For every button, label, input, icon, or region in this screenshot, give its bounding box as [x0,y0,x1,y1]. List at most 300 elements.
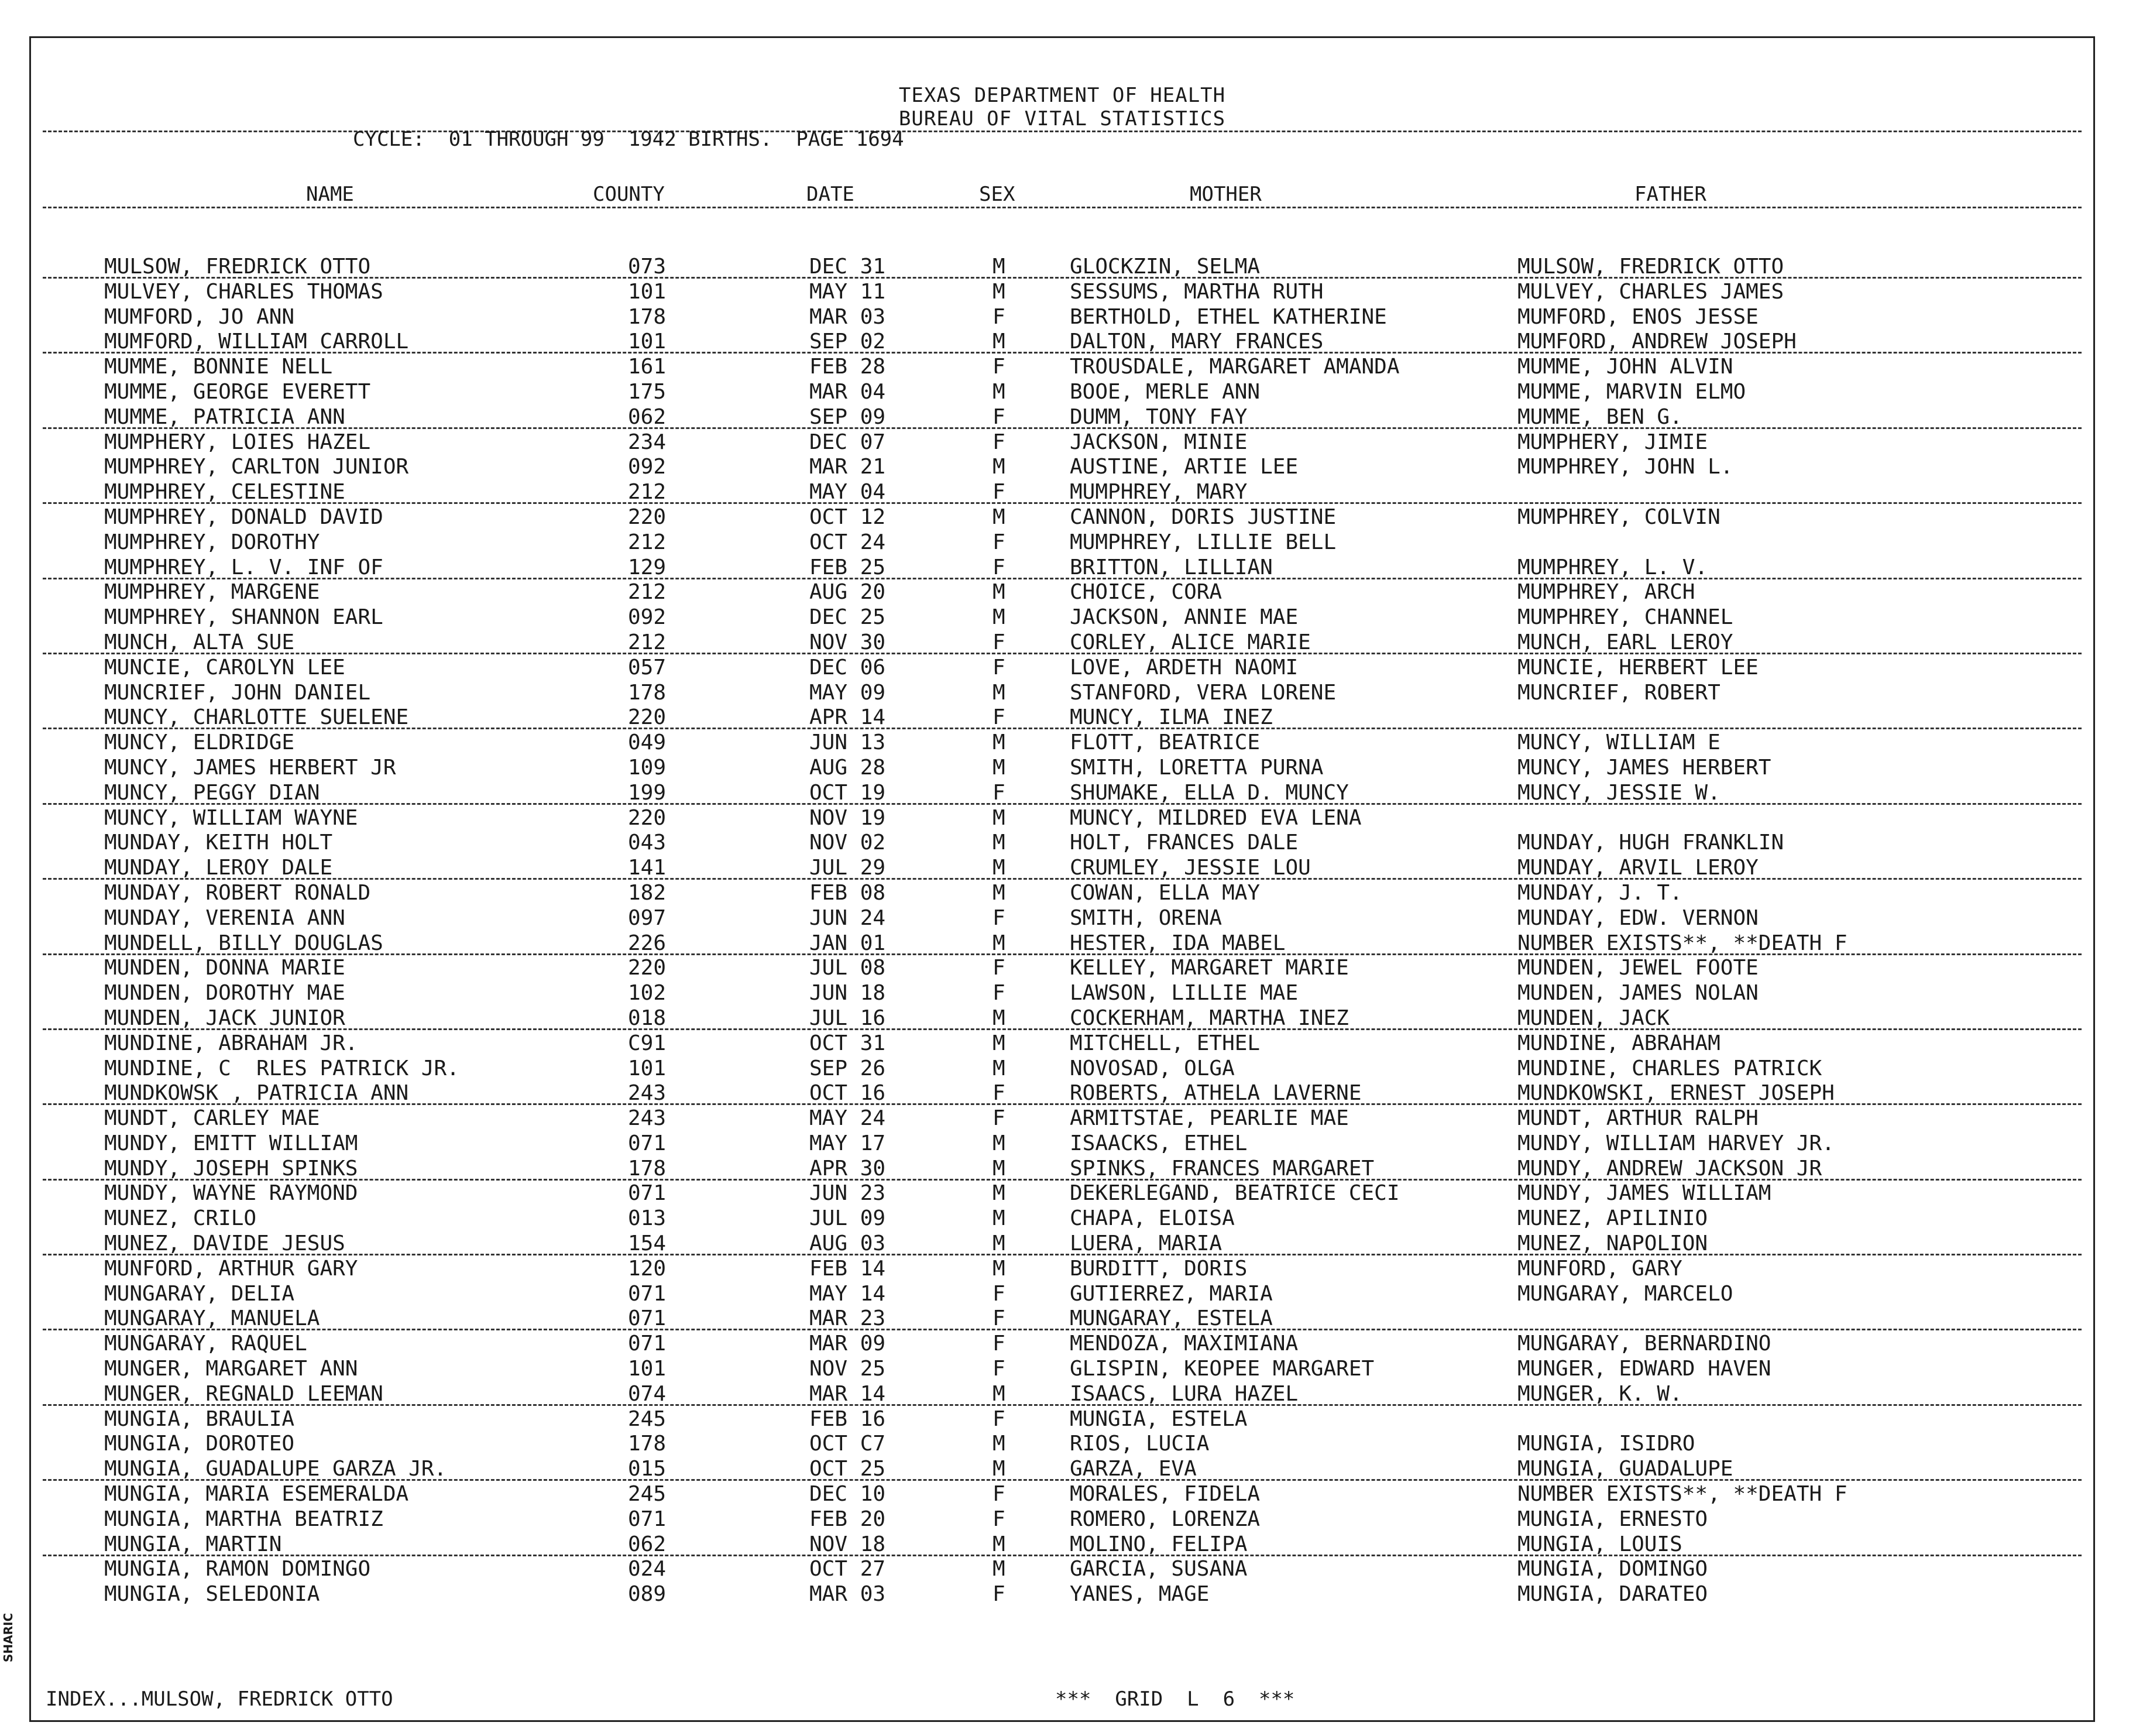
record-county: 071 [628,1332,667,1356]
record-father: MUNDY, WILLIAM HARVEY JR. [1517,1131,1835,1155]
record-name: MUNFORD, ARTHUR GARY [104,1256,358,1281]
record-row [31,480,2093,505]
record-name: MUNCRIEF, JOHN DANIEL [104,680,371,705]
record-date: JUL 09 [809,1206,886,1231]
record-name: MUNCY, ELDRIDGE [104,730,295,755]
record-date: JUL 16 [809,1006,886,1030]
record-date: MAR 09 [809,1332,886,1356]
record-date: NOV 02 [809,831,886,855]
record-sex: M [993,605,1005,630]
record-father: NUMBER EXISTS**, **DEATH F [1517,1482,1847,1507]
record-mother: MOLINO, FELIPA [1070,1532,1248,1556]
record-name: MUMME, PATRICIA ANN [104,404,345,429]
record-row [31,781,2093,806]
record-sex: M [993,931,1005,955]
record-father: MUNDINE, ABRAHAM [1517,1031,1721,1055]
record-father: MUNDAY, EDW. VERNON [1517,905,1759,930]
record-mother: LAWSON, LILLIE MAE [1070,981,1299,1006]
record-row [31,380,2093,405]
record-row [31,1332,2093,1357]
record-mother: KELLEY, MARGARET MARIE [1070,956,1349,980]
record-county: 175 [628,379,667,404]
record-mother: TROUSDALE, MARGARET AMANDA [1070,355,1400,379]
record-row [31,1056,2093,1082]
record-county: 154 [628,1231,667,1256]
record-father: MUMME, JOHN ALVIN [1517,355,1733,379]
record-father: MUNDKOWSKI, ERNEST JOSEPH [1517,1081,1835,1106]
record-date: MAR 03 [809,304,886,329]
record-sex: F [993,1582,1005,1607]
record-mother: SMITH, ORENA [1070,905,1222,930]
record-name: MUNGER, MARGARET ANN [104,1357,358,1381]
record-mother: MUNCY, ILMA INEZ [1070,705,1273,730]
record-name: MUNGARAY, RAQUEL [104,1332,307,1356]
record-sex: M [993,805,1005,830]
record-mother: CORLEY, ALICE MARIE [1070,630,1311,654]
record-name: MUNGIA, RAMON DOMINGO [104,1557,371,1581]
record-date: JAN 01 [809,931,886,955]
record-row [31,1257,2093,1282]
record-name: MUNEZ, CRILO [104,1206,257,1231]
record-father: MUNGARAY, MARCELO [1517,1281,1733,1306]
record-sex: F [993,905,1005,930]
record-father: MUNDEN, JAMES NOLAN [1517,981,1759,1006]
record-mother: GUTIERREZ, MARIA [1070,1281,1273,1306]
record-date: SEP 02 [809,330,886,354]
record-row [31,505,2093,530]
record-name: MUMPHREY, DONALD DAVID [104,505,383,529]
record-mother: ROMERO, LORENZA [1070,1507,1261,1531]
record-county: 071 [628,1131,667,1155]
record-row [31,1282,2093,1307]
record-date: OCT 24 [809,530,886,554]
record-mother: BOOE, MERLE ANN [1070,379,1261,404]
record-date: DEC 10 [809,1482,886,1507]
record-father: MUNGER, EDWARD HAVEN [1517,1357,1771,1381]
record-date: MAR 04 [809,379,886,404]
record-mother: MUMPHREY, MARY [1070,480,1248,505]
record-date: MAR 14 [809,1381,886,1406]
record-sex: M [993,1056,1005,1080]
record-father: MUNGIA, ERNESTO [1517,1507,1708,1531]
record-county: 043 [628,831,667,855]
record-father: MUNDINE, CHARLES PATRICK [1517,1056,1822,1080]
record-mother: DUMM, TONY FAY [1070,404,1248,429]
record-sex: F [993,1081,1005,1106]
record-row [31,605,2093,630]
record-name: MUMME, BONNIE NELL [104,355,333,379]
record-mother: ROBERTS, ATHELA LAVERNE [1070,1081,1362,1106]
record-name: MUMPHREY, CELESTINE [104,480,345,505]
record-name: MUMPHREY, SHANNON EARL [104,605,383,630]
record-date: OCT 27 [809,1557,886,1581]
record-date: OCT C7 [809,1432,886,1456]
record-father: MULVEY, CHARLES JAMES [1517,279,1784,304]
record-name: MUNGER, REGNALD LEEMAN [104,1381,383,1406]
record-mother: CANNON, DORIS JUSTINE [1070,505,1337,529]
record-mother: LOVE, ARDETH NAOMI [1070,655,1299,680]
record-row [31,1081,2093,1106]
record-date: APR 14 [809,705,886,730]
record-row [31,1306,2093,1332]
record-date: MAR 21 [809,455,886,479]
header-bureau: BUREAU OF VITAL STATISTICS [898,107,1226,131]
record-date: FEB 25 [809,555,886,579]
record-father: MUNCH, EARL LEROY [1517,630,1733,654]
record-date: JUN 24 [809,905,886,930]
record-county: 015 [628,1457,667,1481]
record-mother: COCKERHAM, MARTHA INEZ [1070,1006,1349,1030]
record-date: NOV 25 [809,1357,886,1381]
record-sex: M [993,1131,1005,1155]
record-county: 089 [628,1582,667,1607]
record-date: SEP 26 [809,1056,886,1080]
record-date: NOV 19 [809,805,886,830]
record-name: MUNDAY, KEITH HOLT [104,831,333,855]
record-father: MUNGARAY, BERNARDINO [1517,1332,1771,1356]
record-county: 092 [628,455,667,479]
record-row [31,681,2093,706]
record-sex: F [993,1306,1005,1331]
header-department: TEXAS DEPARTMENT OF HEALTH [898,84,1226,107]
record-date: DEC 31 [809,255,886,279]
record-sex: F [993,304,1005,329]
record-row [31,255,2093,280]
record-county: C91 [628,1031,667,1055]
record-name: MUMPHREY, DOROTHY [104,530,320,554]
record-date: AUG 03 [809,1231,886,1256]
record-mother: BERTHOLD, ETHEL KATHERINE [1070,304,1387,329]
record-county: 101 [628,1357,667,1381]
record-row [31,1582,2093,1607]
record-name: MUNDKOWSK , PATRICIA ANN [104,1081,409,1106]
record-mother: GARCIA, SUSANA [1070,1557,1248,1581]
record-father: MUNGIA, LOUIS [1517,1532,1682,1556]
record-row [31,1157,2093,1182]
record-county: 109 [628,755,667,780]
record-father: MUNFORD, GARY [1517,1256,1682,1281]
record-county: 234 [628,430,667,454]
record-mother: MENDOZA, MAXIMIANA [1070,1332,1299,1356]
record-county: 074 [628,1381,667,1406]
record-mother: CRUMLEY, JESSIE LOU [1070,856,1311,880]
record-mother: ARMITSTAE, PEARLIE MAE [1070,1106,1349,1131]
record-date: OCT 31 [809,1031,886,1055]
record-row [31,831,2093,856]
record-date: FEB 28 [809,355,886,379]
record-county: 101 [628,1056,667,1080]
record-row [31,1457,2093,1482]
record-name: MUNDINE, ABRAHAM JR. [104,1031,358,1055]
record-row [31,1031,2093,1056]
record-county: 178 [628,1156,667,1181]
record-father: MUNDAY, HUGH FRANKLIN [1517,831,1784,855]
record-row [31,330,2093,355]
record-date: FEB 20 [809,1507,886,1531]
record-sex: M [993,1231,1005,1256]
record-county: 226 [628,931,667,955]
record-county: 018 [628,1006,667,1030]
record-name: MUNGIA, MARTHA BEATRIZ [104,1507,383,1531]
record-date: FEB 16 [809,1406,886,1431]
record-sex: M [993,1256,1005,1281]
record-name: MUNDEN, JACK JUNIOR [104,1006,345,1030]
record-mother: CHAPA, ELOISA [1070,1206,1235,1231]
record-mother: JACKSON, ANNIE MAE [1070,605,1299,630]
record-county: 245 [628,1406,667,1431]
record-name: MUMPHREY, MARGENE [104,580,320,605]
record-county: 212 [628,530,667,554]
record-date: DEC 25 [809,605,886,630]
record-date: JUN 18 [809,981,886,1006]
record-county: 120 [628,1256,667,1281]
record-date: MAR 23 [809,1306,886,1331]
record-sex: M [993,1557,1005,1581]
record-sex: F [993,1357,1005,1381]
record-name: MUNDAY, LEROY DALE [104,856,333,880]
cycle-line: CYCLE: 01 THROUGH 99 1942 BIRTHS. PAGE 1694 [353,128,904,151]
record-father: MUMME, MARVIN ELMO [1517,379,1746,404]
record-date: AUG 28 [809,755,886,780]
record-name: MUNGIA, BRAULIA [104,1406,295,1431]
record-county: 062 [628,404,667,429]
record-row [31,881,2093,906]
record-date: OCT 12 [809,505,886,529]
record-row [31,1432,2093,1457]
record-name: MUNGIA, GUADALUPE GARZA JR. [104,1457,447,1481]
record-date: MAY 24 [809,1106,886,1131]
record-sex: F [993,1106,1005,1131]
record-sex: F [993,404,1005,429]
record-mother: MUNGARAY, ESTELA [1070,1306,1273,1331]
record-sex: M [993,255,1005,279]
record-date: JUL 08 [809,956,886,980]
record-mother: GLISPIN, KEOPEE MARGARET [1070,1357,1375,1381]
record-sex: F [993,355,1005,379]
record-mother: LUERA, MARIA [1070,1231,1222,1256]
record-county: 141 [628,856,667,880]
record-row [31,405,2093,430]
record-name: MUNGIA, MARIA ESEMERALDA [104,1482,409,1507]
record-name: MUMPHREY, L. V. INF OF [104,555,383,579]
record-sex: F [993,981,1005,1006]
record-father: MUNGIA, DARATEO [1517,1582,1708,1607]
record-name: MUNDELL, BILLY DOUGLAS [104,931,383,955]
record-name: MUNEZ, DAVIDE JESUS [104,1231,345,1256]
record-county: 243 [628,1081,667,1106]
record-father: MUNGIA, DOMINGO [1517,1557,1708,1581]
document-frame [29,36,2095,1722]
record-county: 024 [628,1557,667,1581]
record-sex: F [993,1281,1005,1306]
record-father: MUNCRIEF, ROBERT [1517,680,1721,705]
record-mother: MUMPHREY, LILLIE BELL [1070,530,1337,554]
record-row [31,806,2093,831]
record-county: 220 [628,705,667,730]
record-mother: BURDITT, DORIS [1070,1256,1248,1281]
record-name: MUMFORD, JO ANN [104,304,295,329]
record-row [31,730,2093,756]
record-row [31,1382,2093,1407]
record-sex: M [993,1031,1005,1055]
record-sex: F [993,655,1005,680]
record-father: NUMBER EXISTS**, **DEATH F [1517,931,1847,955]
record-mother: FLOTT, BEATRICE [1070,730,1261,755]
record-name: MUNCY, CHARLOTTE SUELENE [104,705,409,730]
record-county: 062 [628,1532,667,1556]
column-header-date: DATE [806,183,854,206]
record-date: JUN 23 [809,1181,886,1206]
record-sex: F [993,430,1005,454]
record-county: 212 [628,580,667,605]
record-father: MUNCIE, HERBERT LEE [1517,655,1759,680]
record-date: OCT 19 [809,780,886,805]
record-county: 013 [628,1206,667,1231]
record-mother: SPINKS, FRANCES MARGARET [1070,1156,1375,1181]
record-county: 049 [628,730,667,755]
record-row [31,856,2093,881]
record-sex: M [993,379,1005,404]
record-row [31,1231,2093,1257]
record-county: 071 [628,1306,667,1331]
record-row [31,430,2093,455]
record-mother: DALTON, MARY FRANCES [1070,330,1324,354]
record-name: MUNDY, WAYNE RAYMOND [104,1181,358,1206]
record-row [31,906,2093,931]
record-county: 102 [628,981,667,1006]
record-father: MUNEZ, APILINIO [1517,1206,1708,1231]
record-mother: GLOCKZIN, SELMA [1070,255,1261,279]
record-county: 092 [628,605,667,630]
record-name: MUNDAY, VERENIA ANN [104,905,345,930]
record-father: MUNDY, ANDREW JACKSON JR [1517,1156,1822,1181]
record-row [31,630,2093,656]
record-county: 129 [628,555,667,579]
record-mother: AUSTINE, ARTIE LEE [1070,455,1299,479]
record-mother: RIOS, LUCIA [1070,1432,1210,1456]
record-date: MAY 11 [809,279,886,304]
record-father: MUMME, BEN G. [1517,404,1682,429]
record-father: MUMPHREY, JOHN L. [1517,455,1733,479]
record-name: MUNGARAY, MANUELA [104,1306,320,1331]
record-county: 071 [628,1507,667,1531]
record-sex: M [993,1532,1005,1556]
record-row [31,355,2093,380]
record-name: MUNDINE, C RLES PATRICK JR. [104,1056,459,1080]
record-date: MAR 03 [809,1582,886,1607]
column-header-name: NAME [306,183,354,206]
record-sex: M [993,880,1005,905]
record-mother: MORALES, FIDELA [1070,1482,1261,1507]
record-row [31,1006,2093,1031]
record-row [31,756,2093,781]
record-county: 243 [628,1106,667,1131]
record-sex: M [993,580,1005,605]
record-name: MUNGIA, DOROTEO [104,1432,295,1456]
record-county: 161 [628,355,667,379]
record-row [31,530,2093,555]
record-county: 178 [628,1432,667,1456]
record-row [31,1131,2093,1157]
record-sex: M [993,1432,1005,1456]
record-date: NOV 18 [809,1532,886,1556]
record-father: MUMPHREY, ARCH [1517,580,1695,605]
header-rule [43,131,2082,132]
column-header-father: FATHER [1634,183,1706,206]
column-header-rule [43,207,2082,208]
record-row [31,1407,2093,1432]
record-father: MUNDY, JAMES WILLIAM [1517,1181,1771,1206]
record-father: MUNDAY, J. T. [1517,880,1682,905]
record-row [31,305,2093,330]
record-row [31,1482,2093,1507]
record-sex: M [993,455,1005,479]
record-name: MUMFORD, WILLIAM CARROLL [104,330,409,354]
record-sex: F [993,480,1005,505]
record-father: MUMFORD, ENOS JESSE [1517,304,1759,329]
record-sex: F [993,1482,1005,1507]
record-father: MUMPHREY, COLVIN [1517,505,1721,529]
record-sex: M [993,505,1005,529]
record-mother: ISAACKS, ETHEL [1070,1131,1248,1155]
record-name: MUNGARAY, DELIA [104,1281,295,1306]
record-row [31,705,2093,730]
record-name: MUNCY, PEGGY DIAN [104,780,320,805]
records-list [31,255,2093,1607]
record-county: 220 [628,956,667,980]
record-sex: M [993,1457,1005,1481]
column-header-mother: MOTHER [1190,183,1262,206]
record-sex: M [993,279,1005,304]
record-date: NOV 30 [809,630,886,654]
record-row [31,555,2093,581]
record-name: MUNGIA, SELEDONIA [104,1582,320,1607]
record-father: MUMPHREY, L. V. [1517,555,1708,579]
record-sex: M [993,730,1005,755]
record-row [31,580,2093,605]
record-sex: F [993,1507,1005,1531]
record-date: FEB 14 [809,1256,886,1281]
record-row [31,280,2093,305]
record-row [31,1557,2093,1582]
record-row [31,981,2093,1006]
record-row [31,931,2093,956]
record-mother: ISAACS, LURA HAZEL [1070,1381,1299,1406]
record-county: 097 [628,905,667,930]
record-date: APR 30 [809,1156,886,1181]
record-date: MAY 14 [809,1281,886,1306]
record-row [31,656,2093,681]
record-mother: HESTER, IDA MABEL [1070,931,1286,955]
record-sex: F [993,780,1005,805]
record-father: MUMPHERY, JIMIE [1517,430,1708,454]
record-father: MULSOW, FREDRICK OTTO [1517,255,1784,279]
record-county: 220 [628,805,667,830]
record-sex: M [993,856,1005,880]
record-name: MUNDAY, ROBERT RONALD [104,880,371,905]
record-sex: F [993,1406,1005,1431]
record-sex: M [993,1206,1005,1231]
record-county: 182 [628,880,667,905]
record-sex: F [993,555,1005,579]
record-mother: COWAN, ELLA MAY [1070,880,1261,905]
record-father: MUNDEN, JACK [1517,1006,1670,1030]
record-name: MUNDY, JOSEPH SPINKS [104,1156,358,1181]
record-father: MUNGIA, GUADALUPE [1517,1457,1733,1481]
record-mother: YANES, MAGE [1070,1582,1210,1607]
record-date: JUL 29 [809,856,886,880]
record-name: MUMME, GEORGE EVERETT [104,379,371,404]
